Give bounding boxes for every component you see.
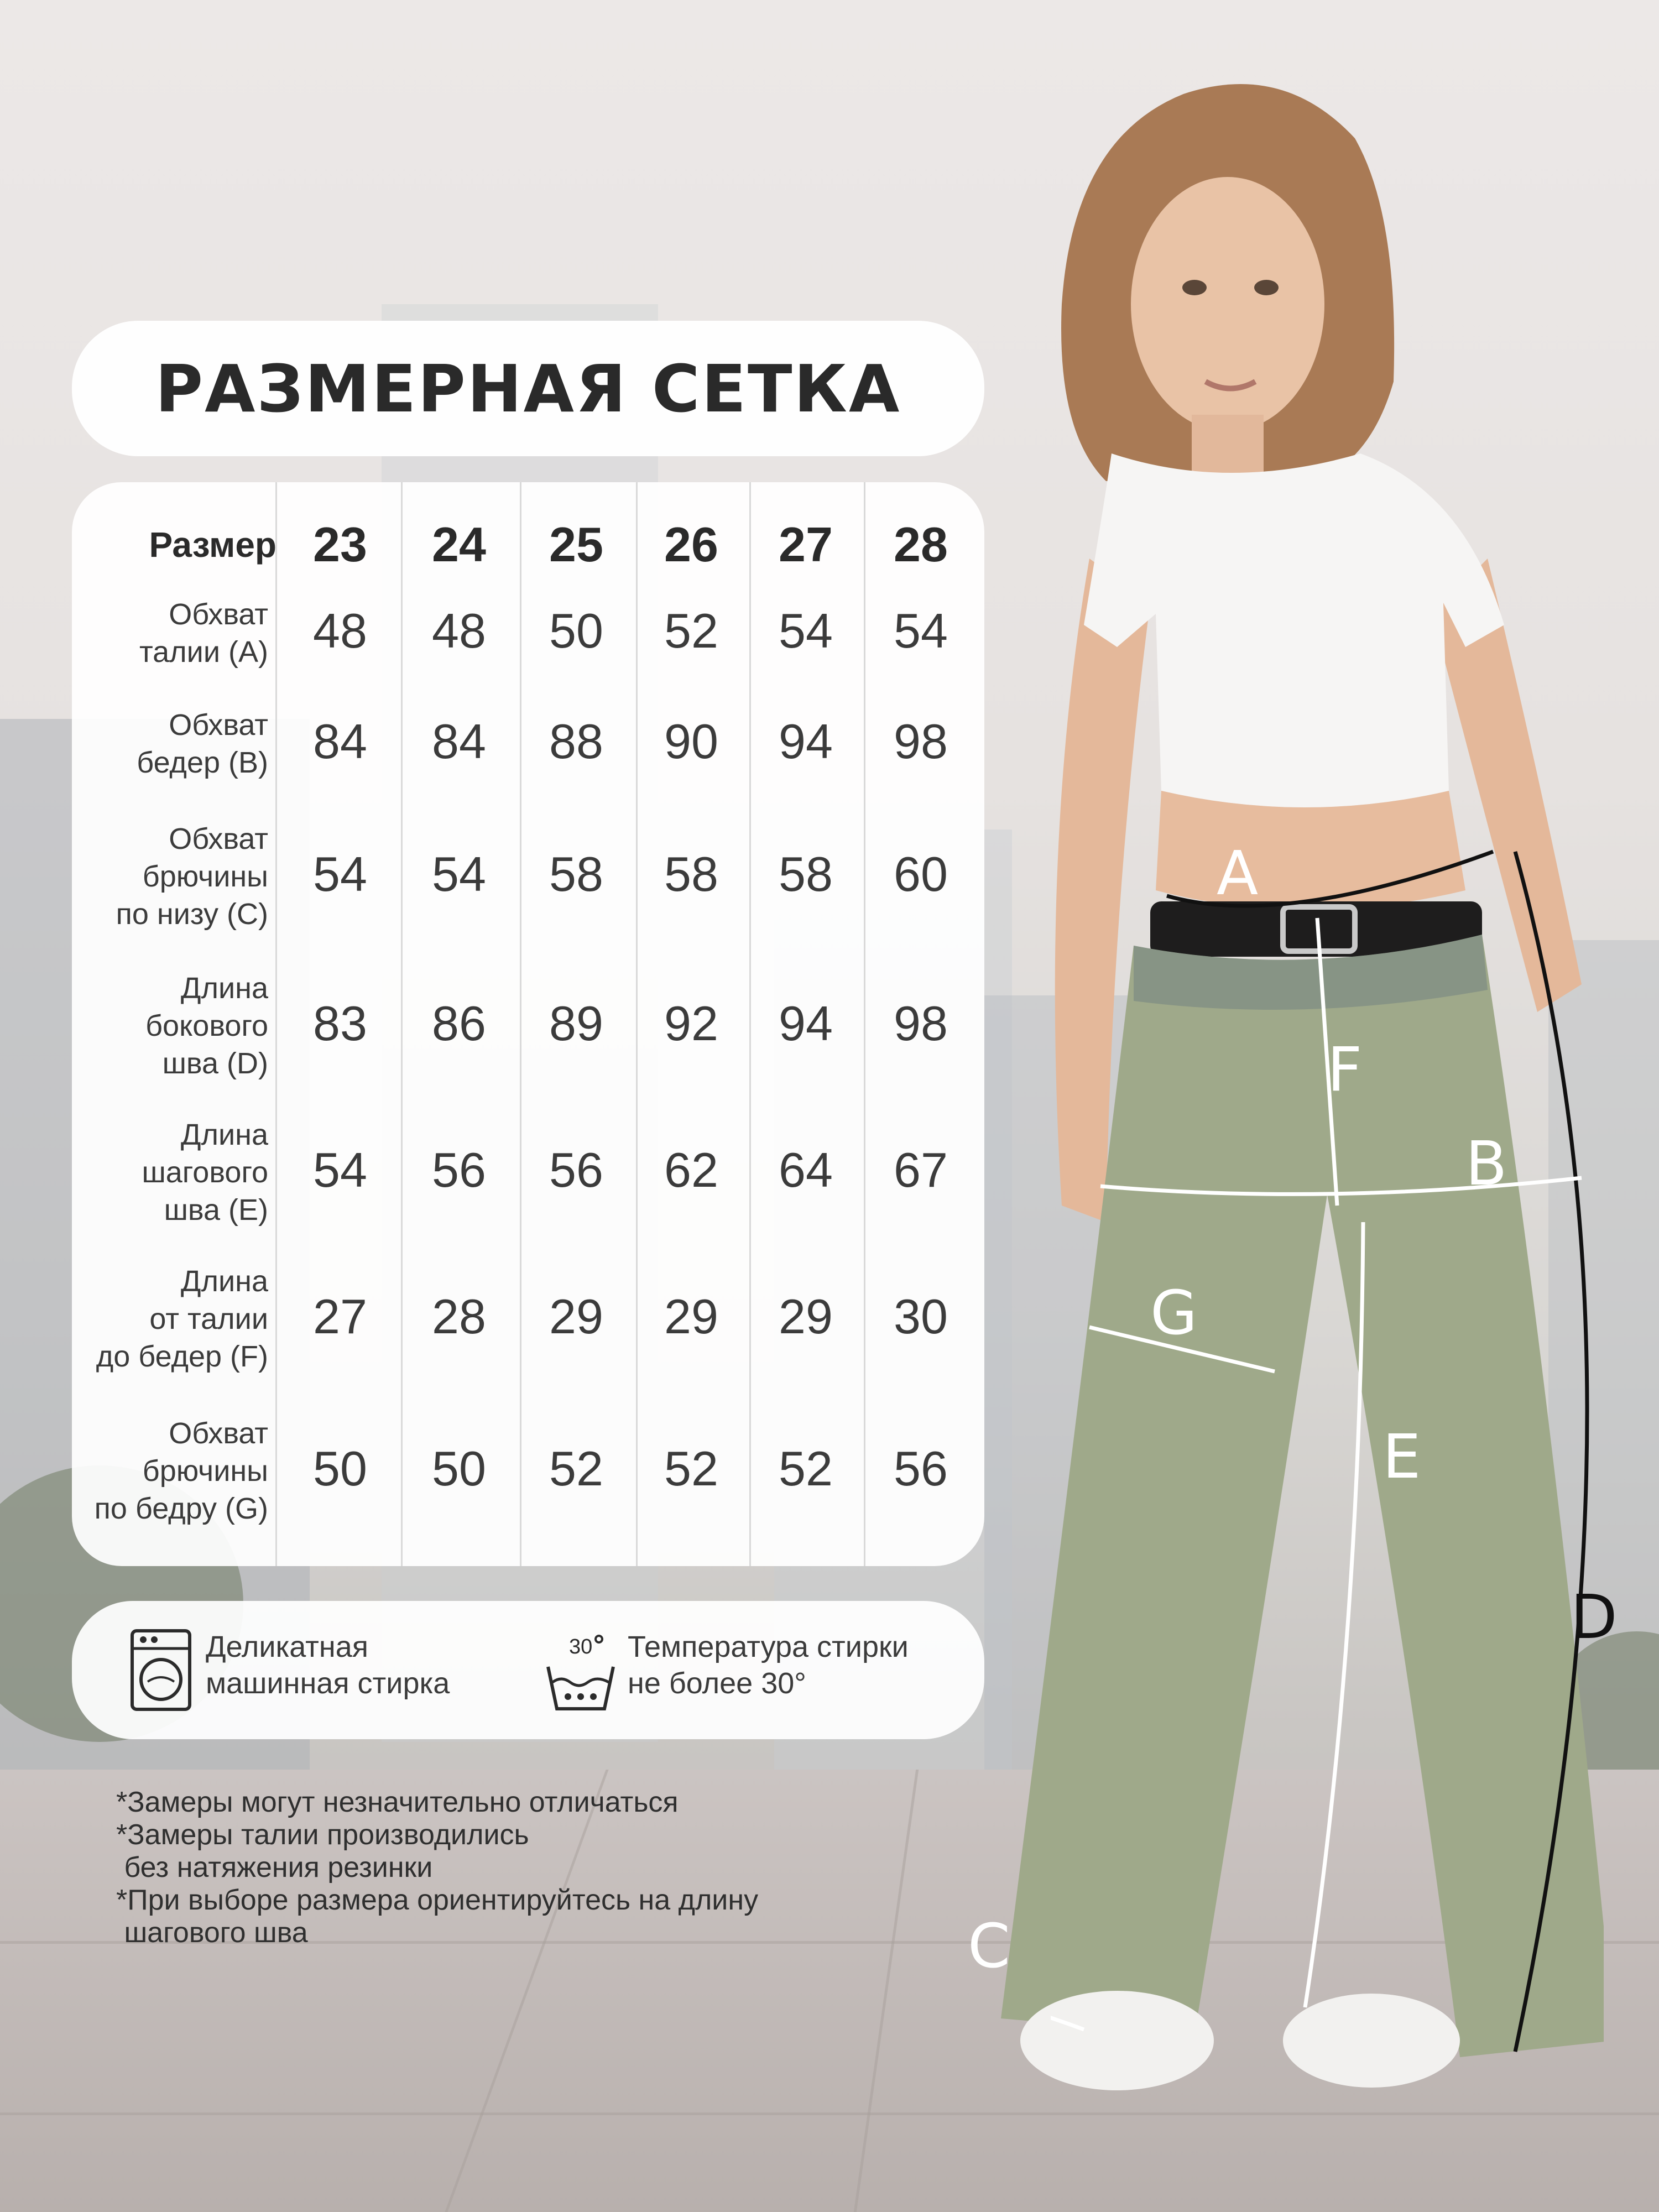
table-cell: 84 xyxy=(432,714,486,769)
note-line: *Замеры могут незначительно отличаться xyxy=(116,1786,679,1818)
wash-temp-label: 30 xyxy=(569,1635,593,1658)
table-cell: 56 xyxy=(549,1142,603,1197)
table-cell: 29 xyxy=(664,1289,718,1344)
table-cell: 98 xyxy=(894,714,948,769)
table-cell: 50 xyxy=(432,1441,486,1496)
table-cell: 56 xyxy=(432,1142,486,1197)
table-cell: 54 xyxy=(313,1142,367,1197)
table-cell: 54 xyxy=(313,847,367,901)
table-cell: 89 xyxy=(549,996,603,1051)
table-cell: 67 xyxy=(894,1142,948,1197)
table-cell: 92 xyxy=(664,996,718,1051)
label-g: G xyxy=(1150,1277,1198,1348)
table-cell: 29 xyxy=(549,1289,603,1344)
temperature-instruction: Температура стирки не более 30° xyxy=(628,1630,909,1700)
table-cell: 83 xyxy=(313,996,367,1051)
label-e: E xyxy=(1383,1421,1421,1492)
table-cell: 58 xyxy=(549,847,603,901)
size-header-label: Размер xyxy=(149,525,276,565)
size-header: 24 xyxy=(432,517,486,572)
table-cell: 62 xyxy=(664,1142,718,1197)
label-d: D xyxy=(1571,1582,1618,1652)
model-face xyxy=(1131,177,1324,431)
note-line: *При выборе размера ориентируйтесь на длину xyxy=(116,1884,759,1916)
table-cell: 60 xyxy=(894,847,948,901)
measure-line-d xyxy=(1515,852,1587,2052)
table-cell: 54 xyxy=(894,603,948,658)
model-tshirt xyxy=(1084,453,1504,807)
row-label: Длина бокового шва (D) xyxy=(145,972,268,1080)
row-label: Обхват бедер (B) xyxy=(137,708,268,779)
row-label: Длина шагового шва (E) xyxy=(142,1118,268,1227)
page-title: РАЗМЕРНАЯ СЕТКА xyxy=(155,350,901,427)
table-cell: 86 xyxy=(432,996,486,1051)
size-header: 27 xyxy=(779,517,833,572)
note-line: *Замеры талии производились xyxy=(116,1819,529,1851)
notes xyxy=(116,1786,758,1949)
table-cell: 54 xyxy=(779,603,833,658)
table-cell: 88 xyxy=(549,714,603,769)
column-divider xyxy=(275,482,277,1566)
table-cell: 94 xyxy=(779,996,833,1051)
table-cell: 50 xyxy=(549,603,603,658)
table-cell: 50 xyxy=(313,1441,367,1496)
label-f: F xyxy=(1327,1034,1363,1105)
table-cell: 56 xyxy=(894,1441,948,1496)
table-cell: 48 xyxy=(432,603,486,658)
table-cell: 98 xyxy=(894,996,948,1051)
label-a: A xyxy=(1217,838,1259,909)
size-header: 23 xyxy=(313,517,367,572)
size-header: 26 xyxy=(664,517,718,572)
table-cell: 54 xyxy=(432,847,486,901)
table-cell: 84 xyxy=(313,714,367,769)
measure-line-a xyxy=(1167,852,1493,906)
table-cell: 52 xyxy=(549,1441,603,1496)
title-banner xyxy=(72,321,984,456)
wash-30-degrees-icon xyxy=(545,1631,617,1714)
measure-line-e xyxy=(1305,1222,1363,2007)
measure-line-c xyxy=(1051,1980,1084,2030)
table-cell: 48 xyxy=(313,603,367,658)
label-b: B xyxy=(1465,1128,1507,1199)
row-label: Обхват талии (А) xyxy=(139,598,268,669)
label-c: C xyxy=(968,1911,1010,1981)
table-cell: 90 xyxy=(664,714,718,769)
table-cell: 64 xyxy=(779,1142,833,1197)
row-label: Обхват брючины по бедру (G) xyxy=(94,1417,268,1525)
size-header: 25 xyxy=(549,517,603,572)
note-line: шагового шва xyxy=(116,1917,308,1949)
measure-line-b xyxy=(1100,1178,1582,1194)
table-cell: 52 xyxy=(779,1441,833,1496)
table-cell: 29 xyxy=(779,1289,833,1344)
measurement-lines xyxy=(1051,818,1659,2118)
table-cell: 30 xyxy=(894,1289,948,1344)
table-cell: 58 xyxy=(664,847,718,901)
washing-machine-icon xyxy=(130,1629,192,1712)
row-label: Длина от талии до бедер (F) xyxy=(96,1265,268,1373)
table-cell: 94 xyxy=(779,714,833,769)
table-cell: 52 xyxy=(664,603,718,658)
column-divider xyxy=(401,482,403,1566)
note-line: без натяжения резинки xyxy=(116,1851,433,1884)
table-cell: 52 xyxy=(664,1441,718,1496)
row-label: Обхват брючины по низу (C) xyxy=(116,822,268,931)
table-cell: 28 xyxy=(432,1289,486,1344)
size-header: 28 xyxy=(894,517,948,572)
table-cell: 58 xyxy=(779,847,833,901)
wash-instruction: Деликатная машинная стирка xyxy=(206,1630,450,1700)
table-cell: 27 xyxy=(313,1289,367,1344)
